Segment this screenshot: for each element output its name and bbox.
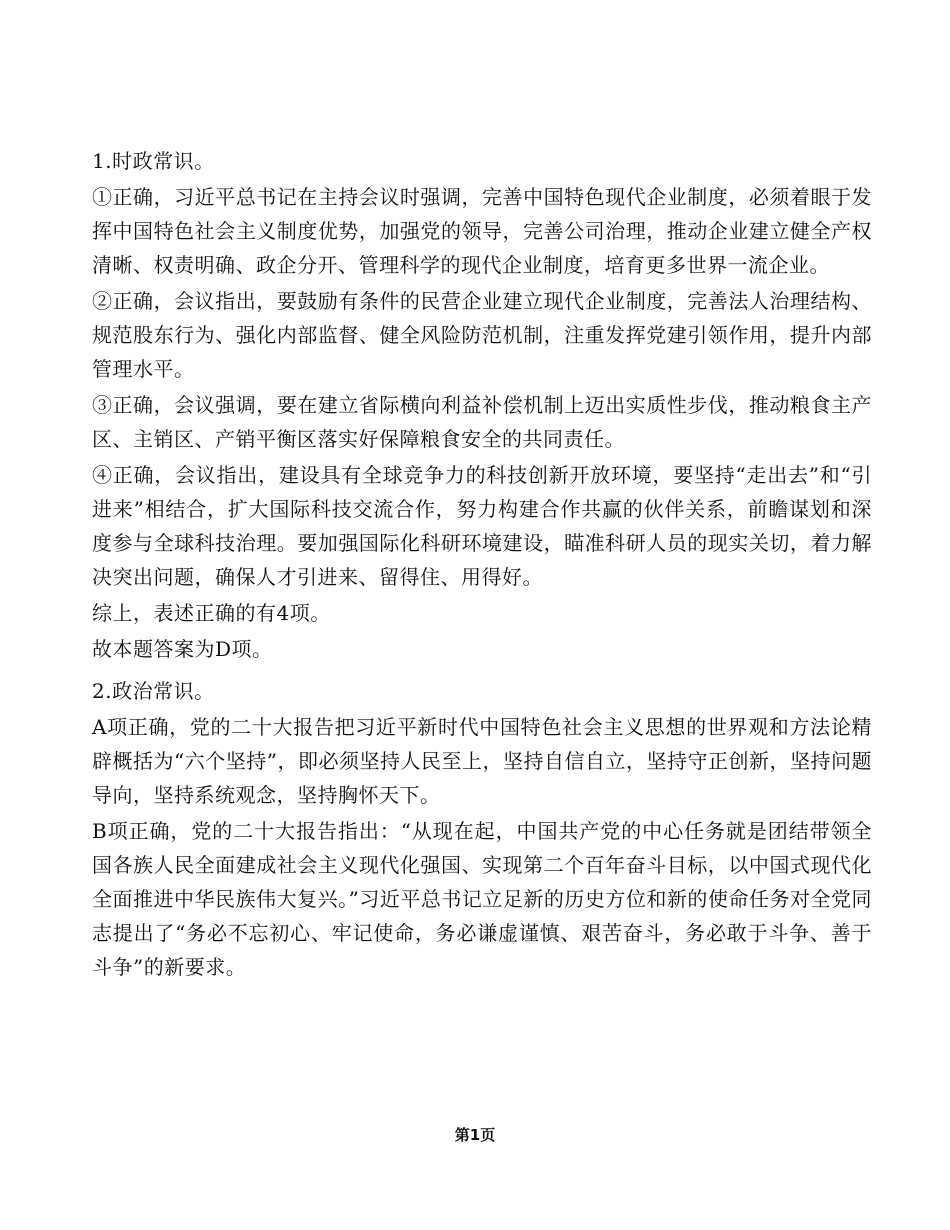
- section-1-summary: 综上，表述正确的有4项。: [92, 601, 331, 625]
- section-2-title: 2.政治常识。: [92, 679, 215, 703]
- section-2-item-a: A项正确，党的二十大报告把习近平新时代中国特色社会主义思想的世界观和方法论精辟概括为“六个坚持”，即必须坚持人民至上，坚持自信自立，坚持守正创新，坚持问题导向，坚持系统观念，坚持胸怀天下。: [92, 715, 872, 807]
- page-number: 第1页: [454, 1126, 496, 1144]
- section-1-item-3: ③正确，会议强调，要在建立省际横向利益补偿机制上迈出实质性步伐，推动粮食主产区、主销区、产销平衡区落实好保障粮食安全的共同责任。: [92, 393, 872, 451]
- section-2: [92, 674, 872, 984]
- section-1-item-4: ④正确，会议指出，建设具有全球竞争力的科技创新开放环境，要坚持“走出去”和“引进来”相结合，扩大国际科技交流合作，努力构建合作共赢的伙伴关系，前瞻谋划和深度参与全球科技治理。要加强国际化科研环境建设，瞄准科研人员的现实关切，着力解决突出问题，确保人才引进来、留得住、用得好。: [92, 463, 872, 589]
- section-1-title: 1.时政常识。: [92, 149, 215, 173]
- section-1-item-1: ①正确，习近平总书记在主持会议时强调，完善中国特色现代企业制度，必须着眼于发挥中国特色社会主义制度优势，加强党的领导，完善公司治理，推动企业建立健全产权清晰、权责明确、政企分开、管理科学的现代企业制度，培育更多世界一流企业。: [92, 185, 872, 277]
- section-1-item-2: ②正确，会议指出，要鼓励有条件的民营企业建立现代企业制度，完善法人治理结构、规范股东行为、强化内部监督、健全风险防范机制，注重发挥党建引领作用，提升内部管理水平。: [92, 289, 872, 381]
- document-body: [92, 144, 872, 986]
- section-1-answer: 故本题答案为D项。: [92, 637, 273, 661]
- section-2-item-b: B项正确，党的二十大报告指出：“从现在起，中国共产党的中心任务就是团结带领全国各族人民全面建成社会主义现代化强国、实现第二个百年奋斗目标，以中国式现代化全面推进中华民族伟大复兴。”习近平总书记立足新的历史方位和新的使命任务对全党同志提出了“务必不忘初心、牢记使命，务必谦虚谨慎、艰苦奋斗，务必敢于斗争、善于斗争”的新要求。: [92, 819, 872, 979]
- section-1: [92, 144, 872, 666]
